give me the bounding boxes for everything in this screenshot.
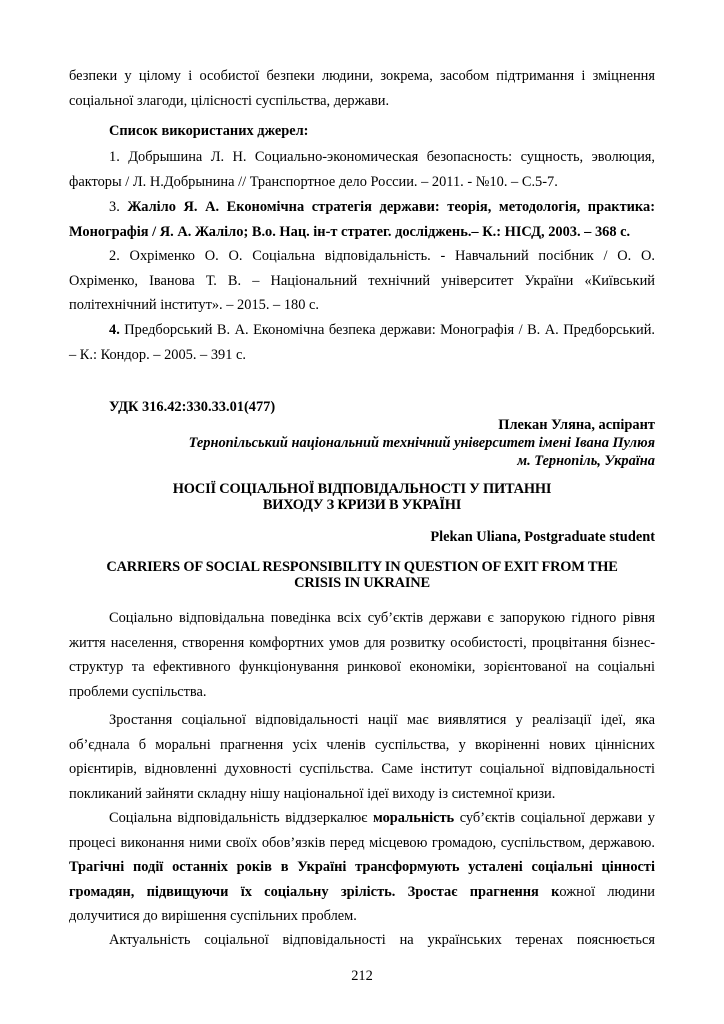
reference-4-number: 4. bbox=[109, 322, 120, 338]
author-ua: Плекан Уляна, аспірант bbox=[498, 417, 655, 433]
title-ua-line-2: ВИХОДУ З КРИЗИ В УКРАЇНІ bbox=[262, 497, 462, 513]
reference-3-number: 3. bbox=[109, 199, 120, 215]
intro-paragraph bbox=[69, 64, 655, 113]
references-heading: Список використаних джерел: bbox=[109, 123, 309, 139]
author-city: м. Тернопіль, Україна bbox=[517, 453, 655, 469]
reference-3-text: Жаліло Я. А. Економічна стратегія держави: теорія, методологія, практика: Монографія / Я. А. Жаліло; В.о. Нац. ін-т стратег. досліджень.– К.: НІСД, 2003. – 368 с. bbox=[69, 199, 655, 240]
reference-1: 1. Добрышина Л. Н. Социально-экономическая безопасность: сущность, эволюция, факторы / Л. Н.Добрынина // Транспортное дело России. – 2011. - №10. – С.5-7. bbox=[69, 149, 655, 190]
udk-code: УДК 316.42:330.33.01(477) bbox=[109, 399, 276, 415]
body-paragraph-2: Зростання соціальної відповідальності нації має виявлятися у реалізації ідеї, яка об’єднала б моральні прагнення усіх членів суспільства, у вкоріненні нових ціннісних орієнтирів, відновленні духовності суспільства. Саме інститут соціальної відповідальності покликаний зайняти складну нішу національної ідеї виходу із системної кризи. bbox=[69, 712, 655, 802]
body-paragraph-3-bold-morality: моральність bbox=[373, 810, 455, 826]
body-paragraph-3-part-1: Соціальна відповідальність віддзеркалює bbox=[109, 810, 373, 826]
intro-line-2: соціальної злагоди, цілісності суспільства, держави. bbox=[69, 92, 390, 109]
body-paragraph-3-part-3: ожної людини долучитися до вирішення суспільних проблем. bbox=[69, 883, 655, 924]
author-affiliation: Тернопільський національний технічний університет імені Івана Пулюя bbox=[188, 435, 655, 451]
body-paragraph-3-bold-events: Трагічні події останніх років в Україні трансформують усталені соціальні цінності громадян, підвищуючи їх соціальну зрілість. Зростає прагнення к bbox=[69, 859, 655, 900]
title-en-line-1: CARRIERS OF SOCIAL RESPONSIBILITY IN QUESTION OF EXIT FROM THE bbox=[106, 559, 618, 575]
title-en-line-2: CRISIS IN UKRAINE bbox=[294, 575, 430, 591]
reference-4-text: Предборський В. А. Економічна безпека держави: Монографія / В. А. Предборський. – К.: Кондор. – 2005. – 391 с. bbox=[69, 322, 655, 363]
page-number: 212 bbox=[351, 968, 373, 984]
body-paragraph-3 bbox=[69, 806, 655, 929]
reference-4 bbox=[69, 318, 655, 367]
title-ua-line-1: НОСІЇ СОЦІАЛЬНОЇ ВІДПОВІДАЛЬНОСТІ У ПИТАННІ bbox=[172, 481, 552, 497]
body-paragraph-3-part-2: суб’єктів соціальної держави у процесі виконання ними своїх обов’язків перед місцевою громадою, суспільством, державою. bbox=[69, 810, 655, 851]
reference-2: 2. Охріменко О. О. Соціальна відповідальність. - Навчальний посібник / О. О. Охріменко, Іванова Т. В. – Національний технічний університет України «Київський політехнічний інститут». – 2015. – 180 с. bbox=[69, 248, 655, 313]
reference-3 bbox=[69, 195, 655, 244]
body-paragraph-1: Соціально відповідальна поведінка всіх суб’єктів держави є запорукою гідного рівня життя населення, створення комфортних умов для розвитку особистості, процвітання бізнес-структур та ефективного функціонування ринкової економіки, зорієнтованої на соціальні проблеми суспільства. bbox=[69, 610, 655, 700]
body-paragraph-4: Актуальність соціальної відповідальності на українських теренах пояснюється bbox=[109, 932, 655, 948]
author-en: Plekan Uliana, Postgraduate student bbox=[430, 529, 655, 545]
intro-line-1: безпеки у цілому і особистої безпеки людини, зокрема, засобом підтримання і зміцнення bbox=[69, 68, 655, 84]
